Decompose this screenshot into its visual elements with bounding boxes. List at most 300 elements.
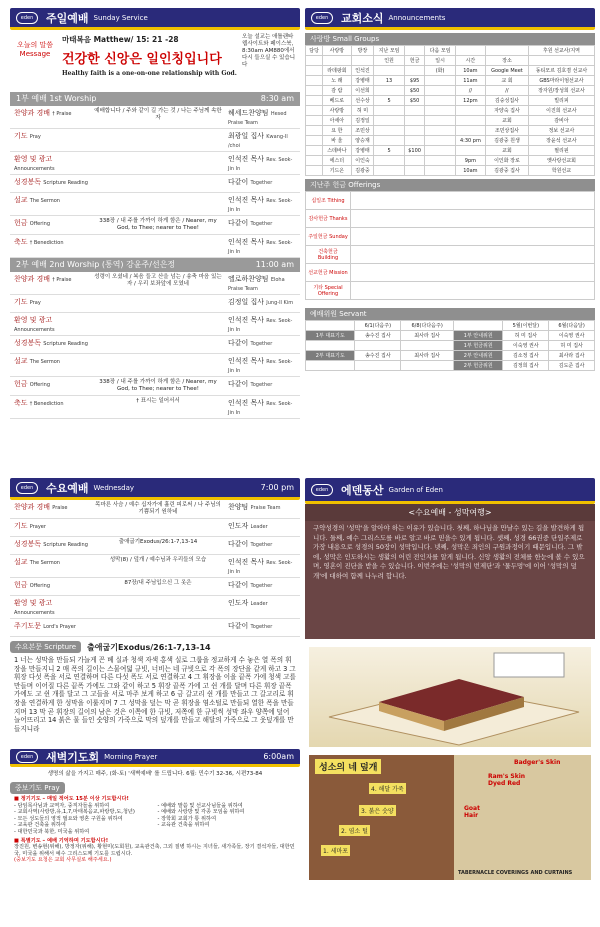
sunday-header: [10, 8, 300, 30]
table-cell: 이진희 선교사: [528, 106, 594, 116]
table-cell: 인석진: [351, 66, 374, 76]
table-cell: [425, 166, 455, 176]
table-cell: 최사라 집사: [549, 351, 595, 361]
offering-amount: [351, 192, 595, 210]
table-cell: 5: [374, 146, 404, 156]
program-leader-en: Jung-Il Kim: [266, 300, 294, 306]
table-cell: [355, 341, 401, 351]
table-cell: 장윤석 선교사: [528, 136, 594, 146]
column-subheader: [306, 56, 323, 66]
column-header: 사랑방: [323, 46, 351, 56]
program-detail: 목마른 사슴 / 예수 십자가에 흘린 피로써 / 나 주님의 기쁨되기 원하네: [95, 502, 221, 515]
program-row: [10, 396, 300, 419]
program-leader: [222, 557, 296, 575]
offering-label: 선교헌금 Mission: [306, 264, 351, 282]
table-cell: 2부 대표기도: [306, 351, 355, 361]
table-cell: [404, 166, 425, 176]
program-row: [10, 193, 300, 216]
wed-scripture-ref: 출애굽기Exodus/26:1-7,13-14: [87, 642, 211, 652]
program-row: [10, 578, 300, 596]
first-worship-label: 1부 예배 1st Worship: [16, 94, 97, 103]
program-item: [14, 315, 94, 333]
church-logo-icon: eden: [16, 751, 38, 763]
table-cell: [374, 156, 404, 166]
coverings-caption: TABERNACLE COVERINGS AND CURTAINS: [458, 870, 573, 876]
program-item-ko: 환영 및 광고: [14, 599, 53, 607]
program-item-en: Offering: [29, 583, 51, 589]
sunday-subtitle: Sunday Service: [93, 13, 148, 22]
prayer-item: - 담임목사님과 교역자, 중직자들을 위하여: [14, 802, 110, 809]
program-item-ko: 성경봉독: [14, 339, 42, 347]
table-cell: 선수상: [351, 96, 374, 106]
table-cell: [425, 156, 455, 166]
first-worship-time: 8:30 am: [260, 94, 294, 103]
servant-bar: 예배위원 Servant: [305, 308, 595, 320]
wed-scripture-label: 수요본문 Scripture: [10, 641, 81, 653]
table-cell: [425, 96, 455, 106]
program-leader-en: Eloha Praise Team: [228, 277, 285, 292]
program-item-ko: 성경봉독: [14, 178, 42, 186]
table-cell: [374, 86, 404, 96]
program-item: [14, 598, 94, 616]
column-subheader: [528, 56, 594, 66]
program-item-ko: 설교: [14, 558, 28, 566]
prayer-items: [14, 803, 296, 836]
program-leader-ko: 인도자: [228, 522, 249, 530]
column-subheader: [323, 56, 351, 66]
column-subheader: 시간: [455, 56, 485, 66]
table-cell: $100: [404, 146, 425, 156]
news-title: 교회소식: [341, 11, 384, 25]
offering-amount: [351, 228, 595, 246]
program-leader: [222, 108, 296, 126]
covering-4-label: 4. 해달 가죽: [369, 783, 406, 794]
column-header: [404, 46, 425, 56]
table-cell: 1부 안내위원: [454, 331, 503, 341]
table-cell: 이선희: [351, 86, 374, 96]
program-row: [10, 129, 300, 152]
program-leader: [222, 598, 296, 608]
program-leader-en: Together: [250, 221, 273, 227]
table-cell: //: [486, 86, 529, 96]
program-leader-ko: 최광일 집사: [228, 132, 265, 140]
first-worship-program: [10, 106, 300, 258]
table-cell: [355, 361, 401, 371]
program-leader: [222, 356, 296, 374]
program-leader-en: Rev. Seok-Jin In: [228, 318, 293, 333]
table-cell: [374, 66, 404, 76]
program-row: [10, 555, 300, 578]
program-item: [14, 237, 94, 247]
program-item-ko: 환영 및 광고: [14, 316, 53, 324]
program-leader: [222, 338, 296, 348]
second-worship-label: 2부 예배 2nd Worship (통역) 강윤주/선은정: [16, 260, 176, 269]
program-item-ko: 헌금: [14, 581, 28, 589]
program-leader: [222, 621, 296, 631]
table-header: [306, 46, 595, 56]
table-row: [306, 136, 595, 146]
table-cell: GBS마라이엄선교사: [528, 76, 594, 86]
program-row: [10, 354, 300, 377]
program-detail: † 표시는 일어서서: [136, 398, 180, 404]
program-row: [10, 336, 300, 354]
small-groups-table: [305, 45, 595, 176]
sunday-title: 주일예배: [46, 11, 89, 25]
program-item-ko: 찬양과 경배: [14, 275, 51, 283]
table-cell: [306, 341, 355, 351]
first-worship-bar: [10, 92, 300, 106]
coverings-label: 성소의 네 덮개: [315, 759, 381, 774]
covering-3-label: 3. 붉은 숫양: [359, 805, 396, 816]
program-leader: [222, 274, 296, 292]
program-item: [14, 398, 94, 408]
table-cell: 이인숙: [351, 156, 374, 166]
table-cell: 11am: [455, 76, 485, 86]
table-cell: 2부 헌금위원: [454, 361, 503, 371]
table-cell: 최사라 집사: [401, 331, 454, 341]
column-header: 방장: [351, 46, 374, 56]
table-cell: 이숙영 권사: [503, 341, 549, 351]
program-detail: 출애굽기Exodus/26:1-7,13-14: [118, 539, 198, 545]
prayer-label: 중보기도 Pray: [10, 782, 65, 794]
dawn-text: 생명의 삶을 가지고 매주, (화-토) '새벽예배' 를 드립니다. 6월: 민수기 32-36, 시편73-84: [47, 771, 263, 777]
program-leader-en: Together: [250, 180, 273, 186]
program-leader-ko: 다같이: [228, 339, 249, 347]
offering-row: [306, 264, 595, 282]
table-cell: [425, 146, 455, 156]
table-cell: [306, 136, 323, 146]
scripture-ref: 마태복음 Matthew/ 15: 21 -28: [62, 35, 179, 44]
column-header: 6월(다음달): [549, 321, 595, 331]
table-row: [306, 66, 595, 76]
column-subheader: 헌금: [404, 56, 425, 66]
program-item-en: Offering: [29, 382, 51, 388]
news-subtitle: Announcements: [388, 13, 446, 22]
program-leader-ko: 인석진 목사: [228, 357, 265, 365]
eden-sub-banner: <수요예배 - 성막여행>: [305, 504, 595, 521]
table-cell: 김숭성집사: [486, 96, 529, 106]
table-cell: 장자원/장성희 선교사: [528, 86, 594, 96]
program-item-ko: 축도: [14, 238, 28, 246]
prayer-item: - 교회사역(사랑방,유,1,7,마태복음교,파랑방,도,청년): [14, 809, 135, 816]
program-leader-ko: 인도자: [228, 599, 249, 607]
second-worship-program: [10, 272, 300, 419]
table-cell: 최사라 집사: [401, 351, 454, 361]
table-cell: [404, 116, 425, 126]
program-leader-ko: 인석진 목사: [228, 316, 265, 324]
replay-notice: 오늘 설교는 애틀랜타 웹사이트와 페이스북, 8:30am AM880에서 다시 들으실 수 있습니다: [242, 34, 296, 68]
table-cell: 1부 대표기도: [306, 331, 355, 341]
table-cell: 5: [374, 96, 404, 106]
offering-label: 주일헌금 Sunday: [306, 228, 351, 246]
table-cell: 김도준 집사: [549, 361, 595, 371]
table-cell: [455, 116, 485, 126]
offering-label: 감사헌금 Thanks: [306, 210, 351, 228]
program-leader-ko: 다같이: [228, 380, 249, 388]
program-item-ko: 기도: [14, 132, 28, 140]
column-header: [454, 321, 503, 331]
table-cell: [306, 96, 323, 106]
message-label-en: Message: [19, 50, 51, 58]
column-subheader: 인원: [374, 56, 404, 66]
offering-label: 십일조 Tithing: [306, 192, 351, 210]
dawn-header: [10, 749, 300, 767]
program-item-ko: 설교: [14, 196, 28, 204]
program-leader-ko: 다같이: [228, 622, 249, 630]
table-row: [306, 76, 595, 86]
column-subheader: 장소: [486, 56, 529, 66]
column-header: [455, 46, 485, 56]
program-row: [10, 272, 300, 295]
table-subheader: [306, 56, 595, 66]
sermon-title: 건강한 신앙은 일인칭입니다: [62, 52, 222, 67]
program-row: [10, 106, 300, 129]
program-item-en: The Sermon: [29, 198, 60, 204]
table-cell: [401, 341, 454, 351]
program-detail: 338장 / 내 주를 가까이 하게 함은 / Nearer, my God, to Thee; nearer to Thee!: [99, 218, 217, 231]
prayer-item: - 장학회 교회가 통 위하여: [157, 815, 217, 822]
table-cell: [425, 86, 455, 96]
program-item-ko: 설교: [14, 357, 28, 365]
table-row: [306, 106, 595, 116]
table-cell: [374, 126, 404, 136]
message-box: [10, 30, 300, 92]
program-leader-en: Hesed Praise Team: [228, 111, 287, 126]
program-item-en: The Sermon: [29, 560, 60, 566]
program-row: [10, 295, 300, 313]
program-leader: [222, 131, 296, 149]
table-row: [306, 166, 595, 176]
table-cell: [404, 136, 425, 146]
program-leader-ko: 찬양팀: [228, 503, 249, 511]
table-cell: 허 미: [351, 106, 374, 116]
eden-header: [305, 478, 595, 504]
prayer-special-title: ■ 특별기도 – 예배 기억하며 기도합시다!: [14, 837, 109, 844]
program-leader-en: Rev. Seok-Jin In: [228, 240, 293, 255]
column-subheader: 일시: [425, 56, 455, 66]
program-item-en: Prayer: [29, 524, 46, 530]
program-leader: [222, 177, 296, 187]
table-cell: 10am: [455, 66, 485, 76]
table-cell: 이숙영 권사: [549, 331, 595, 341]
program-leader: [222, 521, 296, 531]
program-leader: [222, 154, 296, 172]
table-cell: 베드로: [323, 96, 351, 106]
badger-label: Badger's Skin: [514, 759, 561, 766]
program-item: [14, 580, 94, 590]
table-cell: [306, 106, 323, 116]
program-item-en: † Praise: [52, 277, 72, 283]
tabernacle-image: [309, 647, 591, 747]
program-item-en: Scripture Reading: [43, 542, 88, 548]
wed-program: [10, 500, 300, 637]
offering-row: [306, 210, 595, 228]
column-header: 6/1(다음주): [355, 321, 401, 331]
table-cell: [306, 156, 323, 166]
coverings-image: [309, 755, 591, 880]
program-leader-ko: 인석진 목사: [228, 399, 265, 407]
prayer-regular-title: ■ 정기기도 – 매일 적어도 15분 이상 기도합시다!: [14, 796, 129, 802]
table-cell: $95: [404, 76, 425, 86]
table-cell: [455, 146, 485, 156]
column-header: 다음 모임: [425, 46, 455, 56]
eden-subtitle: Garden of Eden: [388, 485, 443, 494]
table-cell: 기드온: [323, 166, 351, 176]
sermon-title-en: Healthy faith is a one-on-one relationship with God.: [62, 70, 237, 77]
table-row: [306, 361, 595, 371]
column-header: 담당: [306, 46, 323, 56]
second-worship-bar: [10, 258, 300, 272]
table-cell: 양승재: [351, 136, 374, 146]
table-cell: 강병태: [351, 76, 374, 86]
offerings-bar: 지난주 헌금 Offerings: [305, 179, 595, 191]
program-leader-en: Rev. Seok-Jin In: [228, 157, 293, 172]
table-cell: 김광중 원생: [486, 136, 529, 146]
table-cell: 김광중 집사: [486, 166, 529, 176]
program-item: [14, 379, 94, 389]
table-cell: 에스더: [323, 156, 351, 166]
program-leader: [222, 297, 296, 307]
table-cell: 바 울: [323, 136, 351, 146]
table-row: [306, 126, 595, 136]
program-leader: [222, 502, 296, 512]
table-cell: 교회: [486, 146, 529, 156]
program-item-ko: 기도: [14, 522, 28, 530]
program-row: [10, 619, 300, 637]
table-cell: 자양숙 집사: [486, 106, 529, 116]
program-row: [10, 537, 300, 555]
table-cell: 필리핀: [528, 146, 594, 156]
table-cell: [455, 126, 485, 136]
table-cell: 송수진 집사: [355, 351, 401, 361]
prayer-item: - 대한민국과 북한, 미국을 위하여: [14, 828, 90, 835]
program-item-en: The Sermon: [29, 359, 60, 365]
small-groups-bar: 사랑방 Small Groups: [305, 33, 595, 45]
table-row: [306, 351, 595, 361]
church-logo-icon: eden: [311, 484, 333, 496]
program-item-en: Scripture Reading: [43, 180, 88, 186]
program-item-ko: 주기도문: [14, 622, 42, 630]
table-cell: 감비아: [528, 116, 594, 126]
program-item-en: Offering: [29, 221, 51, 227]
program-item: [14, 621, 94, 631]
program-leader-ko: 헤세드찬양팀: [228, 109, 269, 117]
prayer-item: - 교육관 건축을 위하여: [157, 822, 210, 829]
table-cell: [404, 126, 425, 136]
table-row: [306, 331, 595, 341]
rams-label: Ram's Skin Dyed Red: [488, 773, 526, 787]
table-cell: 사랑방: [323, 106, 351, 116]
program-detail: 성령이 오셨네 / 복음 들고 산을 넘는 / 송축 마음 있는자 / 우리 보좌앞에 모였네: [94, 274, 222, 287]
program-item: [14, 521, 94, 531]
announcements-panel: [305, 8, 595, 448]
program-item-ko: 기도: [14, 298, 28, 306]
table-cell: [425, 136, 455, 146]
prayer-item: - 예배와 말씀 및 선교사님들을 위하여: [157, 802, 243, 809]
program-item-en: Scripture Reading: [43, 341, 88, 347]
program-item: [14, 177, 94, 187]
table-cell: [425, 116, 455, 126]
table-cell: 10am: [455, 166, 485, 176]
table-cell: 13: [374, 76, 404, 86]
program-leader-ko: 다같이: [228, 540, 249, 548]
table-cell: [404, 156, 425, 166]
program-leader-en: Rev. Seok-Jin In: [228, 198, 293, 213]
program-detail: 성막(8) / 덮개 / 예수님과 우리들의 모습: [109, 557, 207, 563]
program-item-en: † Praise: [52, 111, 72, 117]
table-cell: 1부 헌금위원: [454, 341, 503, 351]
offering-row: [306, 228, 595, 246]
program-leader-en: Leader: [250, 524, 268, 530]
program-row: [10, 500, 300, 519]
table-cell: //: [455, 86, 485, 96]
table-cell: [404, 106, 425, 116]
program-item-ko: 축도: [14, 399, 28, 407]
church-logo-icon: eden: [311, 12, 333, 24]
program-leader-en: Together: [250, 341, 273, 347]
wed-scripture-text: 1 너는 성막을 만들되 가늘게 꼰 베 실과 청색 자색 홍색 실로 그룹을 정교하게 수 놓은 열 폭의 휘장을 만들지니 2 매 폭의 길이는 스물여덟 규빗, 너비는 네 규빗으로 각 폭의 장단을 같게 하고 3 그 휘장 다섯 폭을 서로 연결하며 다른 다섯 폭도 서로 연결하고 4 그 휘장을 이을 끝폭 가에 청색 고를 만들며 이어질 다른 끝폭 가에도 그와 같이 하고 5 휘장 끝폭 가에 고 쉰 개를 달며 다른 휘장 끝폭 가에도 고 쉰 개를 달고 그 고들을 서로 마주 보게 하고 6 금 갈고리 쉰 개를 만들고 그 갈고리로 휘장을 연결하게 한 성막을 이룰지며 7 그 성막을 덮는 막 곧 휘장을 염소털로 만들되 열한 폭을 만들지며 13 막 곧 휘장의 길이의 남은 것은 이쪽에 한 규빗, 저쪽에 한 규빗씩 성막 좌우 양쪽에 덮어 늘어뜨리고 14 붉은 물 들인 숫양의 가죽으로 막의 덮개를 만들고 해달의 가죽으로 그 웃덮개를 만들지니라: [14, 656, 296, 733]
table-cell: [306, 146, 323, 156]
table-cell: 교 회: [486, 76, 529, 86]
program-leader-ko: 김정일 집사: [228, 298, 265, 306]
program-row: [10, 596, 300, 619]
prayer-item: - 교육관 건축을 위하여: [14, 822, 66, 829]
program-row: [10, 313, 300, 336]
program-leader-en: Rev. Seok-Jin In: [228, 560, 293, 575]
program-leader-en: Together: [250, 583, 273, 589]
servant-table: [305, 320, 595, 371]
program-item: [14, 338, 94, 348]
table-cell: [306, 361, 355, 371]
table-cell: 허 미 집사: [549, 341, 595, 351]
program-row: [10, 377, 300, 396]
table-cell: 12pm: [455, 96, 485, 106]
sunday-service-panel: [10, 8, 300, 448]
wednesday-panel: [10, 478, 300, 923]
table-cell: 9pm: [455, 156, 485, 166]
program-row: [10, 235, 300, 258]
program-detail: 87장/내 주님입으신 그 옷은: [124, 580, 192, 586]
table-cell: [425, 76, 455, 86]
table-cell: 감 람: [323, 86, 351, 96]
program-item-ko: 헌금: [14, 219, 28, 227]
program-detail: 예배합니다 / 주와 같이 길 가는 것 / 나는 주님께 속한 자: [94, 108, 222, 121]
program-leader-en: Praise Team: [250, 505, 281, 511]
table-cell: 라데팡회: [323, 66, 351, 76]
table-row: [306, 86, 595, 96]
table-cell: 김정희 집사: [503, 361, 549, 371]
table-row: [306, 116, 595, 126]
table-cell: [404, 66, 425, 76]
offerings-table: [305, 191, 595, 300]
program-item: [14, 195, 94, 205]
program-item-en: Announcements: [14, 610, 55, 616]
offering-row: [306, 192, 595, 210]
wed-subtitle: Wednesday: [93, 483, 135, 492]
program-item-ko: 찬양과 경배: [14, 109, 51, 117]
offering-row: [306, 282, 595, 300]
second-worship-time: 11:00 am: [255, 260, 294, 269]
program-item: [14, 154, 94, 172]
program-item: [14, 131, 94, 141]
table-cell: [306, 166, 323, 176]
column-header: 5월(이번달): [503, 321, 549, 331]
table-cell: 강병태: [351, 146, 374, 156]
news-header: [305, 8, 595, 30]
eden-panel: [305, 478, 595, 923]
table-row: [306, 96, 595, 106]
dawn-subtitle: Morning Prayer: [104, 752, 158, 761]
